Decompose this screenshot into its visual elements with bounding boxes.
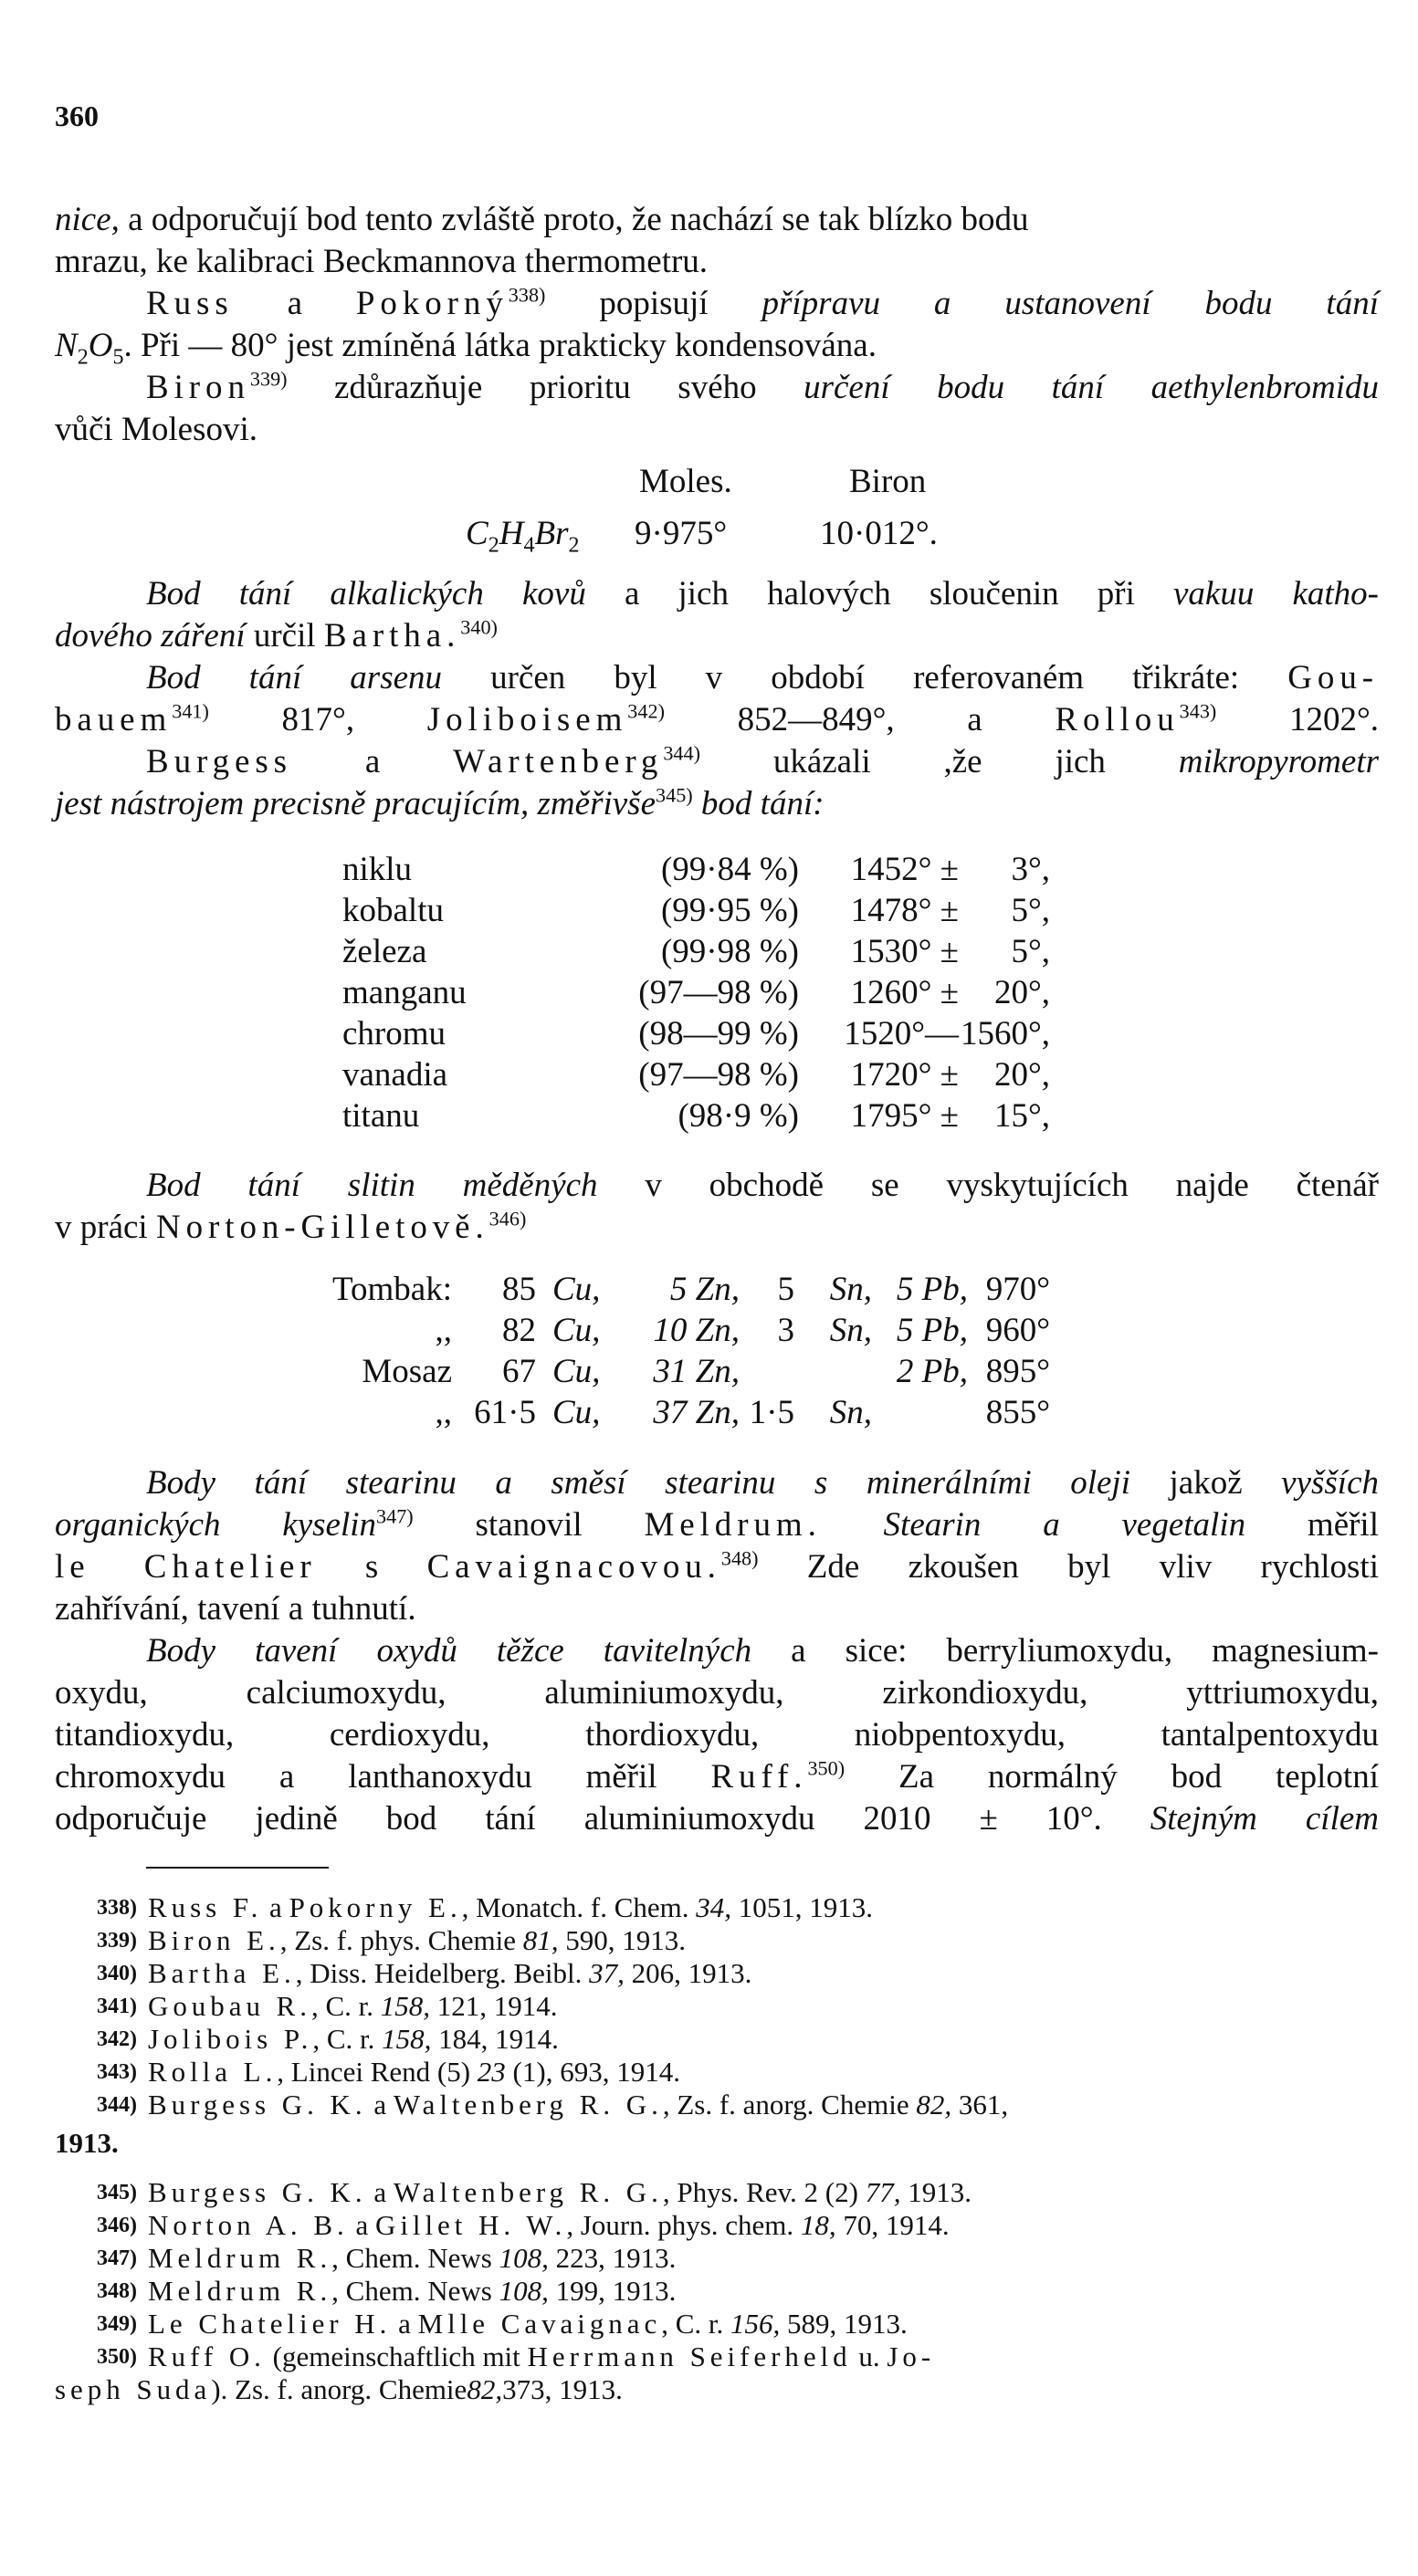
footnote: 343) Rolla L., Lincei Rend (5) 23 (1), 693, 1914. — [97, 2056, 680, 2088]
paragraph-copper-alloys: Bod tání slitin měděných v obchodě se vyskytujících najde čtenář v práci Norton-Gilletově.$^{346)}$ — [55, 1167, 1379, 1246]
footnotes — [55, 1891, 1379, 2406]
footnote: 345) Burgess G. K. a Waltenberg R. G., Phys. Rev. 2 (2) 77, 1913. — [97, 2176, 972, 2208]
footnote-rule — [146, 1867, 329, 1869]
footnote-continuation: seph Suda ). Zs. f. anorg. Chemie 82, 373, 1913. — [55, 2373, 623, 2405]
footnote: 347) Meldrum R., Chem. News 108, 223, 1913. — [97, 2242, 677, 2274]
table-row: vanadia (97—98 %) 1720° ± 20°, — [342, 1056, 1050, 1094]
footnote: 338) Russ F. a Pokorny E., Monatch. f. Chem. 34, 1051, 1913. — [97, 1891, 873, 1923]
page: 360 nice, a odporučují bod tento zvláště proto, že nachází se tak blízko bodu mrazu, ke kalibraci Beckmannova thermometru. Russ a Pokorný$^{338)}$ popisují přípravu a ustanovení bodu tání $N_2O_5$. Při — 80° jest zmíněná látka prakticky kondensována. Biron$^{339)}$ zdůrazňuje prioritu svého určení bodu tání aethylenbromidu vůči Molesovi. Moles. Biron $C_2H_4Br_2$ 9·975° 10·012°. Bod tání alkalických kovů a jich halových sloučenin při vakuu katho- dového záření určil Bartha.$^{340)}$ Bod tání arsenu určen byl v období referovaném třikráte: Gou- bauem$^{341)}$ 817°, Joliboisem$^{342)}$ 852—849°, a Rollou$^{343)}$ 1202°. Burgess a Wartenberg$^{344)}$ ukázali ,že jich mikropyrometr jest nástrojem precisně pracujícím, změřivše$^{345)}$ bod tání: niklu (99·84 %) 1452° ± 3°, kobaltu (99·95 %) 1478° ± 5°, železa (99·98 %) 1530° ± 5°, manganu (97—98 %) 1260° ± 20°, chromu (98—99 %) 1520°— 1560°, vanadia (97—98 %) 1720° ± 20°, titanu (98·9 %) 1795° ± 15°, Bod tání slitin měděných v obchodě se vyskytujících najde čtenář v práci Norton-Gilletově.$^{346)}$ Tombak: 85 Cu, 5 Zn, 5 Sn, 5 Pb, 970° ,, 82 Cu, 10 Zn, 3 Sn, 5 Pb, 960° Mosaz 67 Cu, 31 Zn, 2 Pb, 895° ,, 61·5 Cu, 37 Zn, 1·5 Sn, 855° Body tání stearinu a směsí stearinu s minerálními oleji jakož vyšších organických kyselin$^{347)}$ stanovil Meldrum. Stearin a vegetalin měřil le Chatelier s Cavaignacovou.$^{348)}$ Zde zkoušen byl vliv rychlosti zahřívání, tavení a tuhnutí. Body tavení oxydů těžce tavitelných a sice: berryliumoxydu, magnesium- oxydu, calciumoxydu, aluminiumoxydu, zirkondioxydu, yttriumoxydu, titandioxydu, cerdioxydu, thordioxydu, niobpentoxydu, tantalpentoxydu chromoxydu a lanthanoxydu měřil Ruff.$^{350)}$ Za normálný bod teplotní odporučuje jedině bod tání aluminiumoxydu 2010 ± 10°. Stejným cílem 338) Russ F. a Pokorny E., Monatch. f. Chem. 34, 1051, 1913. 339) Biron E., Zs. f. phys. Chemie 81, 590, 1913. 340) Bartha E., Diss. Heidelberg. Beibl. 37, 206, 1913. 341) Goubau R., C. r. 158, 121, 1914. 342) Jolibois P., C. r. 158, 184, 1914. 343) Rolla L., Lincei Rend (5) 23 (1), 693, 1914. 344) Burgess G. K. a Waltenberg R. G., Zs. f. anorg. Chemie 82, 361, 1913. 345) Burgess G. K. a Waltenberg R. G., Phys. Rev. 2 (2) 77, 1913. 346) Norton A. B. a Gillet H. W., Journ. phys. chem. 18, 70, 1914. 347) Meldrum R., Chem. News 108, 223, 1913. 348) Meldrum R., Chem. News 108, 199, 1913. 349) Le Chatelier H. a Mlle Cavaignac, C. r. 156, 589, 1913. 350) Ruff O. (gemeinschaftlich mit Herrmann Seiferheld u. Jo- seph Suda ). Zs. f. anorg. Chemie 82, 373, 1913. — [55, 0, 1379, 2576]
footnote: 344) Burgess G. K. a Waltenberg R. G., Zs. f. anorg. Chemie 82, 361, — [97, 2089, 1009, 2120]
footnote: 346) Norton A. B. a Gillet H. W., Journ. phys. chem. 18, 70, 1914. — [97, 2209, 950, 2241]
table-row: chromu (98—99 %) 1520°— 1560°, — [342, 1015, 1050, 1052]
paragraph-russ-pokorny: Russ a Pokorný$^{338)}$ popisují přípravu a ustanovení bodu tání $N_2O_5$. Při — 80° jest zmíněná látka prakticky kondensována. — [55, 283, 1379, 370]
table-row: Tombak: 85 Cu, 5 Zn, 5 Sn, 5 Pb, 970° — [332, 1271, 1050, 1308]
table-row: kobaltu (99·95 %) 1478° ± 5°, — [342, 892, 1050, 929]
table-row: ,, 61·5 Cu, 37 Zn, 1·5 Sn, 855° — [435, 1394, 1050, 1431]
paragraph-biron: Biron$^{339)}$ zdůrazňuje prioritu svého určení bodu tání aethylenbromidu vůči Molesovi. — [55, 367, 1380, 448]
table-row: Mosaz 67 Cu, 31 Zn, 2 Pb, 895° — [362, 1353, 1050, 1390]
footnote: 340) Bartha E., Diss. Heidelberg. Beibl. 37, 206, 1913. — [97, 1957, 752, 1989]
page-number: 360 — [55, 99, 99, 132]
paragraph-burgess: Burgess a Wartenberg$^{344)}$ ukázali ,že jich mikropyrometr jest nástrojem precisně pracujícím, změřivše$^{345)}$ bod tání: — [55, 741, 1379, 822]
footnote: 348) Meldrum R., Chem. News 108, 199, 1913. — [97, 2275, 677, 2307]
metal-melting-table — [342, 849, 1050, 1136]
footnote: 350) Ruff O. (gemeinschaftlich mit Herrmann Seiferheld u. Jo- — [97, 2340, 936, 2372]
paragraph-stearin: Body tání stearinu a směsí stearinu s minerálními oleji jakož vyšších organických kyselin$^{347)}$ stanovil Meldrum. Stearin a vegetalin měřil le Chatelier s Cavaignacovou.$^{348)}$ Zde zkoušen byl vliv rychlosti zahřívání, tavení a tuhnutí. — [55, 1464, 1380, 1628]
paragraph-arsenic: Bod tání arsenu určen byl v období referovaném třikráte: Gou- bauem$^{341)}$ 817°, Joliboisem$^{342)}$ 852—849°, a Rollou$^{343)}$ 1202°. — [55, 659, 1380, 738]
footnote: 349) Le Chatelier H. a Mlle Cavaignac, C. r. 156, 589, 1913. — [97, 2308, 908, 2340]
table-row: niklu (99·84 %) 1452° ± 3°, — [342, 851, 1050, 888]
table-row: manganu (97—98 %) 1260° ± 20°, — [342, 974, 1050, 1011]
table-row: železa (99·98 %) 1530° ± 5°, — [342, 933, 1050, 970]
paragraph-continuation: nice, a odporučují bod tento zvláště proto, že nachází se tak blízko bodu mrazu, ke kalibraci Beckmannova thermometru. — [55, 201, 1029, 280]
paragraph-oxides: Body tavení oxydů těžce tavitelných a sice: berryliumoxydu, magnesium- oxydu, calciumoxydu, aluminiumoxydu, zirkondioxydu, yttriumoxydu, titandioxydu, cerdioxydu, thordioxydu, niobpentoxydu, tantalpentoxydu chromoxydu a lanthanoxydu měřil Ruff.$^{350)}$ Za normálný bod teplotní odporučuje jedině bod tání aluminiumoxydu 2010 ± 10°. Stejným cílem — [55, 1632, 1380, 1838]
formula-ethylene-bromide: $C_2H_4Br_2$ — [466, 515, 580, 558]
footnote: 339) Biron E., Zs. f. phys. Chemie 81, 590, 1913. — [97, 1924, 687, 1956]
footnote-continuation: 1913. — [55, 2127, 119, 2159]
table-row: titanu (98·9 %) 1795° ± 15°, — [342, 1097, 1050, 1135]
footnote: 342) Jolibois P., C. r. 158, 184, 1914. — [97, 2023, 559, 2055]
table-row: ,, 82 Cu, 10 Zn, 3 Sn, 5 Pb, 960° — [435, 1312, 1050, 1349]
alloy-table — [297, 1269, 1050, 1433]
paragraph-alkali-metals: Bod tání alkalických kovů a jich halových sloučenin při vakuu katho- dového záření určil Bartha.$^{340)}$ — [55, 575, 1379, 654]
footnote: 341) Goubau R., C. r. 158, 121, 1914. — [97, 1990, 558, 2022]
